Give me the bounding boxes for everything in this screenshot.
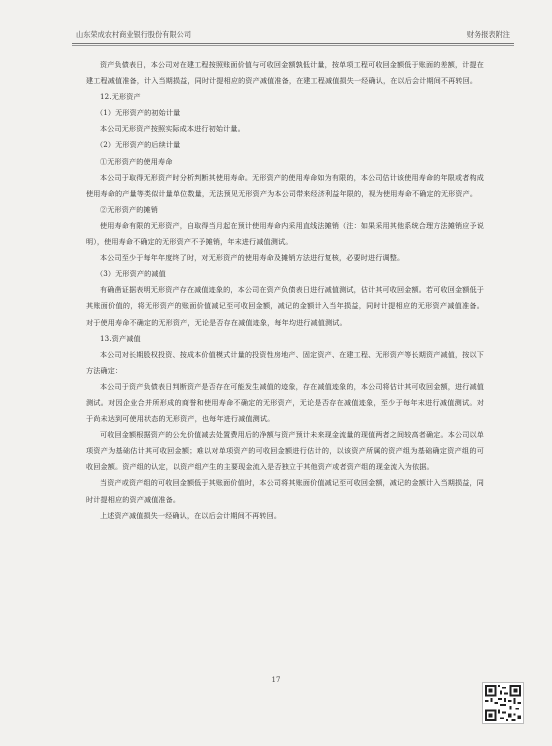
paragraph: 可收回金额根据资产的公允价值减去处置费用后的净额与资产预计未来现金流量的现值两者之间较高者确定。本公司以单项资产为基础估计其可收回金额；难以对单项资产的可收回金额进行估计的，以该资产所属的资产组为基础确定资产组的可收回金额。资产组的认定，以资产组产生的主要现金流入是否独立于其他资产或者资产组的现金流入为依据。 xyxy=(86,430,484,472)
paragraph: 上述资产减值损失一经确认，在以后会计期间不再转回。 xyxy=(100,510,282,520)
body-text xyxy=(86,57,484,524)
paragraph: 本公司对长期股权投资、按成本价值模式计量的投资性房地产、固定资产、在建工程、无形资产等长期资产减值，按以下方法确定： xyxy=(86,349,484,375)
paragraph: ②无形资产的摊销 xyxy=(100,204,158,214)
header-section-title: 财务报表附注 xyxy=(466,30,510,39)
header-company-name: 山东荣成农村商业银行股份有限公司 xyxy=(76,30,192,39)
paragraph: 本公司至少于每年年度终了时，对无形资产的使用寿命及摊销方法进行复核，必要时进行调整。 xyxy=(100,253,405,263)
paragraph: 资产负债表日，本公司对在建工程按照账面价值与可收回金额孰低计量，按单项工程可收回金额低于账面的差额，计提在建工程减值准备，计入当期损益，同时计提相应的资产减值准备，在建工程减值损失一经确认，在以后会计期间不再转回。 xyxy=(86,60,484,86)
paragraph: 有确凿证据表明无形资产存在减值迹象的，本公司在资产负债表日进行减值测试，估计其可收回金额。若可收回金额低于其账面价值的，将无形资产的账面价值减记至可收回金额，减记的金额计入当年损益，同时计提相应的无形资产减值准备。对于使用寿命不确定的无形资产，无论是否存在减值迹象，每年均进行减值测试。 xyxy=(86,285,484,327)
paragraph: 使用寿命有限的无形资产，自取得当月起在预计使用寿命内采用直线法摊销（注：如果采用其他系统合理方法摊销应予说明），使用寿命不确定的无形资产不予摊销，年末进行减值测试。 xyxy=(86,220,484,247)
header-divider-secondary xyxy=(72,45,514,46)
page-header xyxy=(72,28,514,42)
paragraph: 当资产或资产组的可收回金额低于其账面价值时，本公司将其账面价值减记至可收回金额，减记的金额计入当期损益，同时计提相应的资产减值准备。 xyxy=(86,478,484,504)
page-number: 17 xyxy=(271,676,281,684)
paragraph: 13.资产减值 xyxy=(100,333,141,343)
paragraph: ①无形资产的使用寿命 xyxy=(100,156,173,166)
paragraph: （3）无形资产的减值 xyxy=(96,269,166,279)
paragraph: 本公司于资产负债表日判断资产是否存在可能发生减值的迹象，存在减值迹象的，本公司将估计其可收回金额，进行减值测试。对因企业合并所形成的商誉和使用寿命不确定的无形资产，无论是否存在减值迹象，至少于每年末进行减值测试。对于尚未达到可使用状态的无形资产，也每年进行减值测试。 xyxy=(86,381,484,424)
paragraph: （2）无形资产的后续计量 xyxy=(96,140,181,150)
paragraph: 本公司于取得无形资产时分析判断其使用寿命。无形资产的使用寿命如为有限的，本公司估计该使用寿命的年限或者构成使用寿命的产量等类似计量单位数量，无法预见无形资产为本公司带来经济利益年限的，视为使用寿命不确定的无形资产。 xyxy=(86,172,484,198)
paragraph: 本公司无形资产按照实际成本进行初始计量。 xyxy=(100,124,245,134)
qr-code-image xyxy=(482,682,524,724)
paragraph: （1）无形资产的初始计量 xyxy=(96,108,181,118)
header-divider xyxy=(72,43,514,44)
paragraph: 12.无形资产 xyxy=(100,92,141,102)
